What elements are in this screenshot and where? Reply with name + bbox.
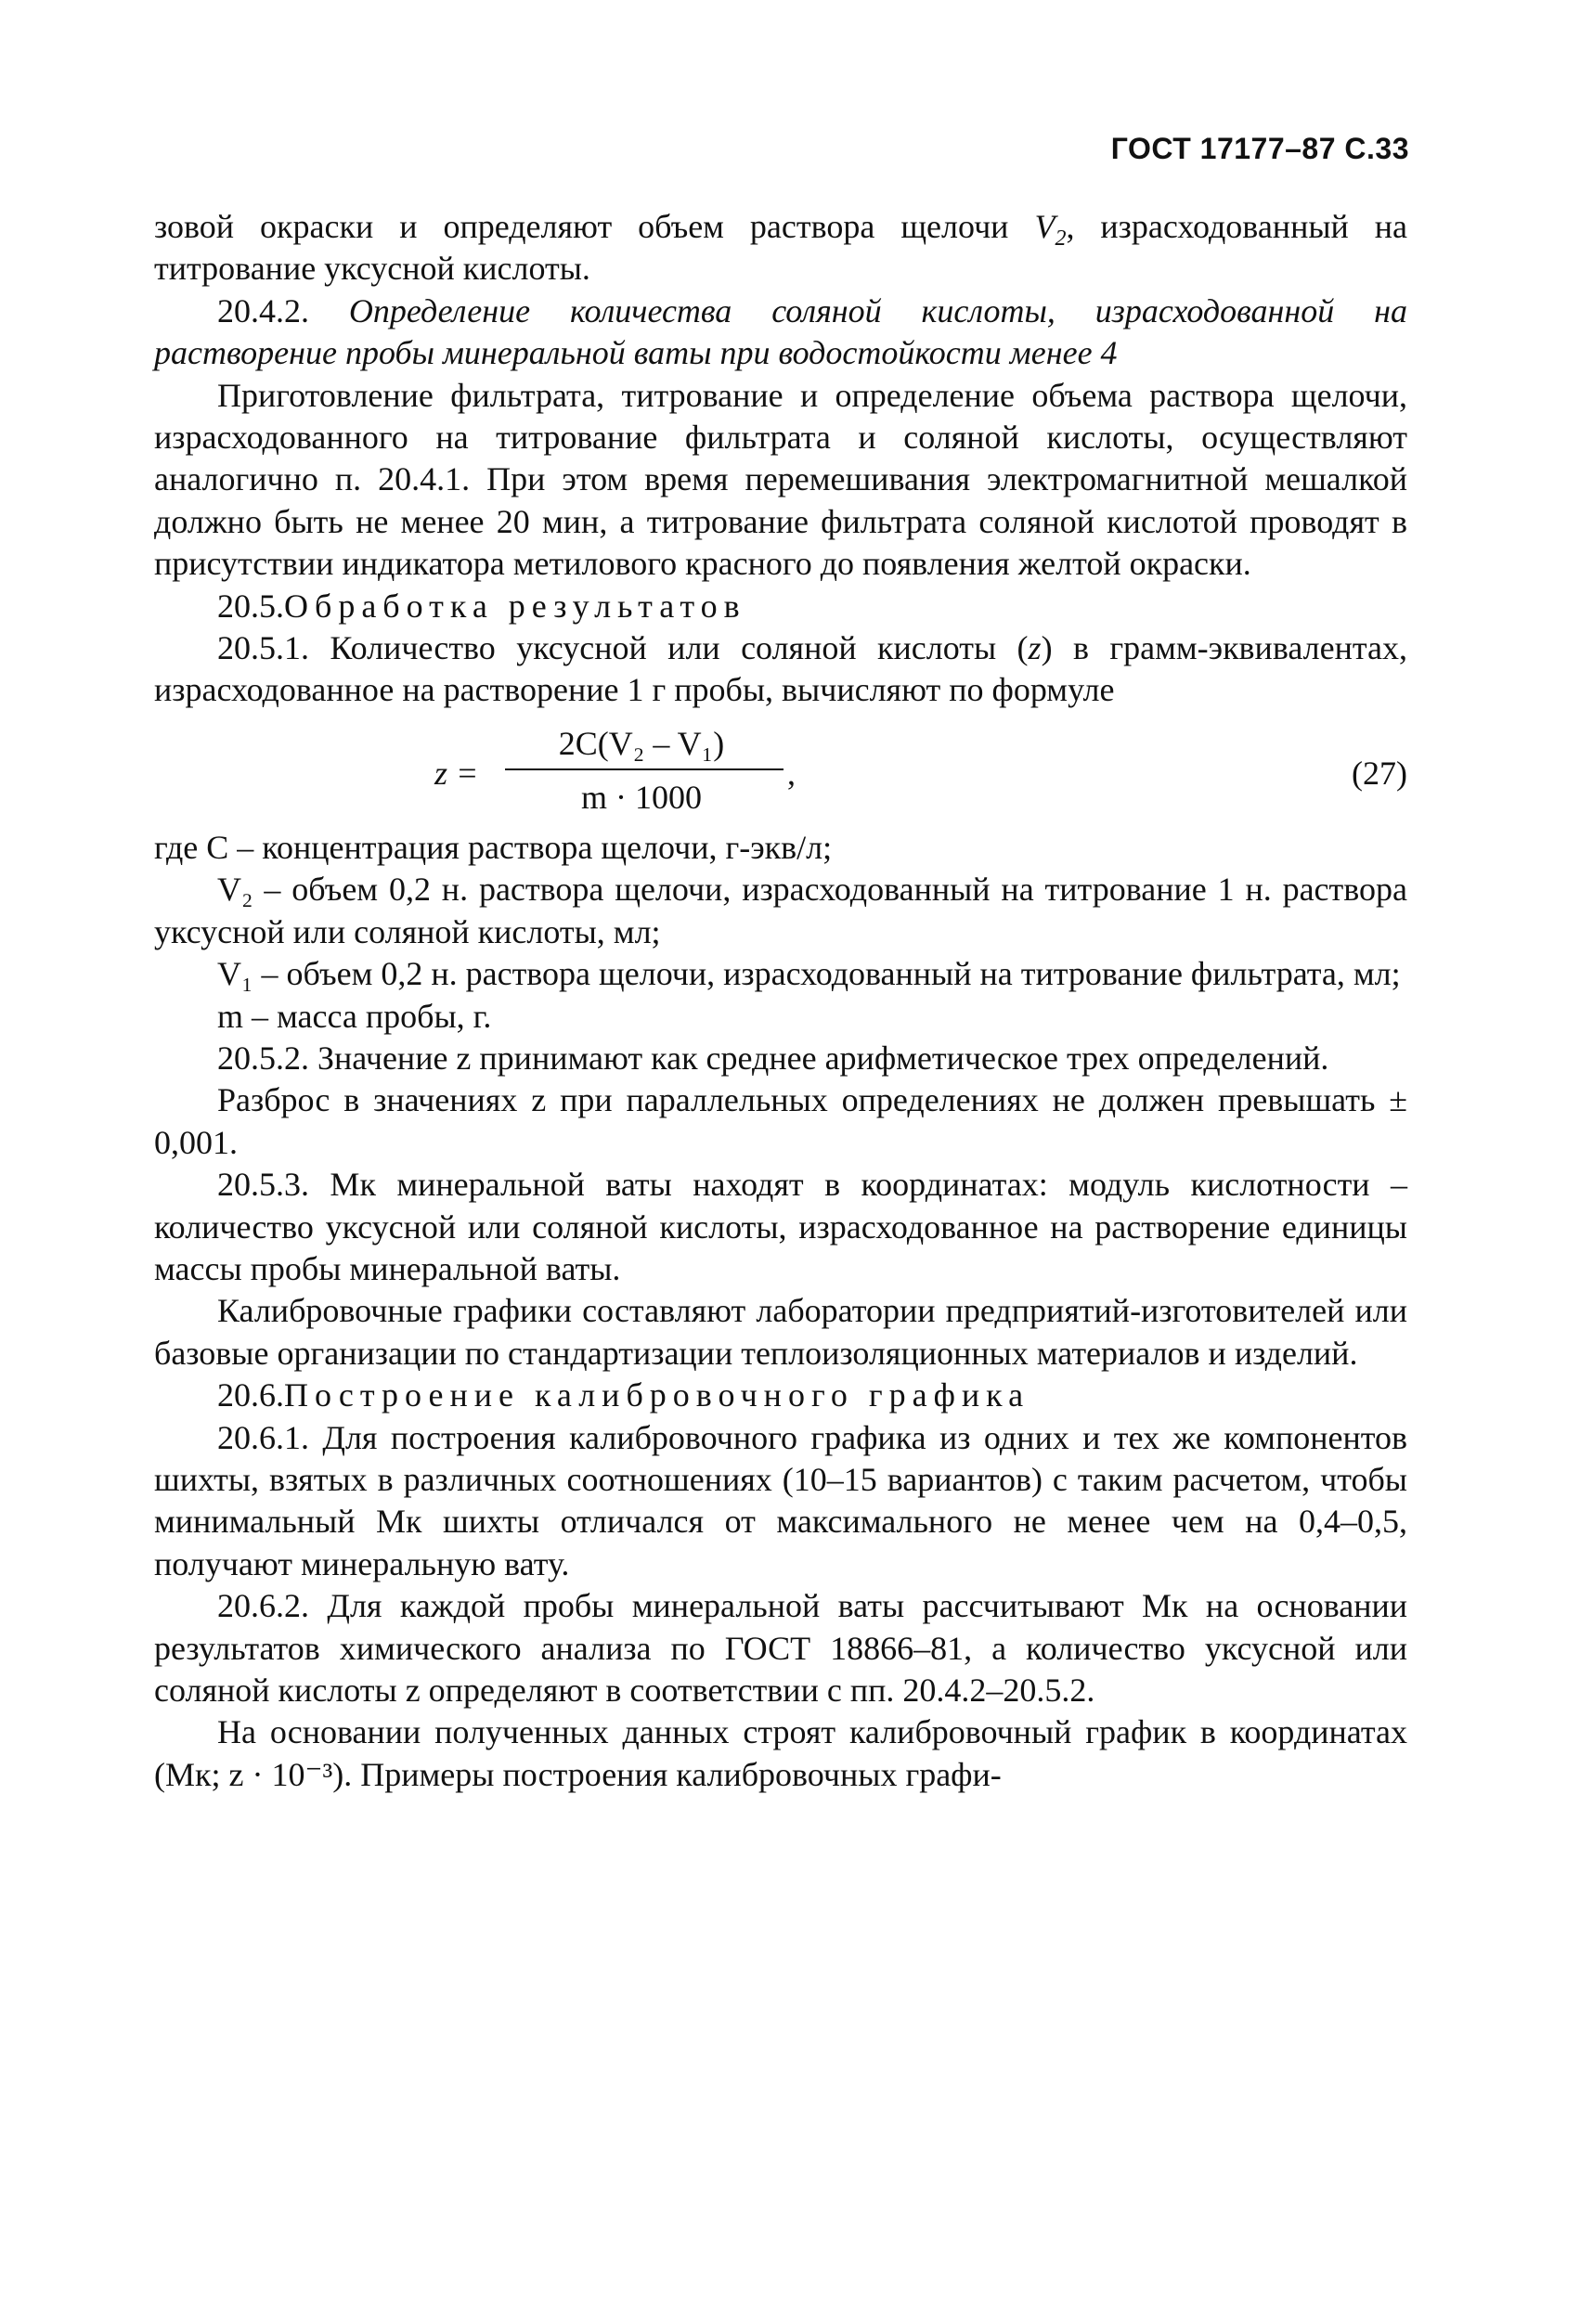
section-number: 20.4.2.: [217, 291, 309, 329]
paragraph-text: зовой окраски и определяют объем раствора щелочи: [154, 208, 1009, 245]
definition-c: где C – концентрация раствора щелочи, г-экв/л;: [154, 828, 833, 866]
paragraph-continuation: [154, 206, 1407, 290]
section-title: Определение количества соляной кислоты, израсходованной на растворение пробы минеральной ваты при водостойкости менее 4: [154, 291, 1407, 372]
section-20-6-1: 20.6.1. Для построения калибровочного графика из одних и тех же компонентов шихты, взятых в различных соотношениях (10–15 вариантов) с таким расчетом, чтобы минимальный Mк шихты отличался от максимального не менее чем на 0,4–0,5, получают минеральную вату.: [154, 1418, 1407, 1582]
paragraph-scatter: Разброс в значениях z при параллельных определениях не должен превышать ± 0,001.: [154, 1081, 1407, 1161]
formula-comma: ,: [787, 754, 796, 792]
section-20-5-2: 20.5.2. Значение z принимают как среднее арифметическое трех определений.: [217, 1039, 1329, 1077]
formula-denominator: m · 1000: [581, 778, 702, 816]
definition-v1: V₁ – объем 0,2 н. раствора щелочи, израсходованный на титрование фильтрата, мл;: [217, 955, 1401, 993]
section-20-6-2: 20.6.2. Для каждой пробы минеральной ваты рассчитывают Mк на основании результатов химического анализа по ГОСТ 18866–81, а количество уксусной или соляной кислоты z определяют в соответствии с пп. 20.4.2–20.5.2.: [154, 1587, 1407, 1709]
definition-m: m – масса пробы, г.: [217, 997, 492, 1035]
section-20-4-2-heading: [154, 290, 1407, 375]
var-letter: V: [1034, 208, 1055, 245]
section-title: Построение калибровочного графика: [284, 1376, 1030, 1414]
running-header: ГОСТ 17177–87 С.33: [1110, 132, 1409, 165]
formula-27: [154, 716, 1407, 825]
document-body: [154, 206, 1407, 1796]
var-subscript: 2: [1055, 226, 1067, 252]
section-20-5-heading: [154, 586, 1407, 627]
formula-lhs: z =: [434, 754, 479, 792]
paragraph-text-tail: , израсходованный на титрование уксусной кислоты.: [154, 208, 1408, 288]
section-title: Обработка результатов: [284, 587, 746, 625]
section-number: 20.5.: [217, 587, 284, 625]
paragraph-text: 20.5.1. Количество уксусной или соляной кислоты (: [217, 629, 1029, 667]
section-20-6-heading: [154, 1375, 1407, 1416]
section-20-5-1: [154, 627, 1407, 712]
fraction-bar: [505, 768, 784, 770]
equation-number: (27): [1352, 754, 1407, 792]
paragraph-preparation: Приготовление фильтрата, титрование и определение объема раствора щелочи, израсходованного на титрование фильтрата и соляной кислоты, осуществляют аналогично п. 20.4.1. При этом время перемешивания электромагнитной мешалкой должно быть не менее 20 мин, а титрование фильтрата соляной кислотой проводят в присутствии индикатора метилового красного до появления желтой окраски.: [154, 376, 1407, 583]
paragraph-final: На основании полученных данных строят калибровочный график в координатах (Mк; z · 10⁻³). Примеры построения калибровочных графи-: [154, 1713, 1407, 1793]
var-v2: [1034, 208, 1067, 252]
paragraph-text-tail: ) в грамм-эквивалентах, израсходованное на растворение 1 г пробы, вычисляют по формуле: [154, 629, 1407, 709]
var-z: z: [1028, 629, 1042, 667]
paragraph-calibration: Калибровочные графики составляют лаборатории предприятий-изготовителей или базовые организации по стандартизации теплоизоляционных материалов и изделий.: [154, 1292, 1407, 1372]
definition-v2: V₂ – объем 0,2 н. раствора щелочи, израсходованный на титрование 1 н. раствора уксусной или соляной кислоты, мл;: [154, 871, 1407, 950]
formula-numerator: 2C(V₂ – V₁): [558, 724, 725, 762]
section-20-5-3: 20.5.3. Mк минеральной ваты находят в координатах: модуль кислотности – количество уксусной или соляной кислоты, израсходованное на растворение единицы массы пробы минеральной ваты.: [154, 1166, 1407, 1287]
section-number: 20.6.: [217, 1376, 284, 1414]
